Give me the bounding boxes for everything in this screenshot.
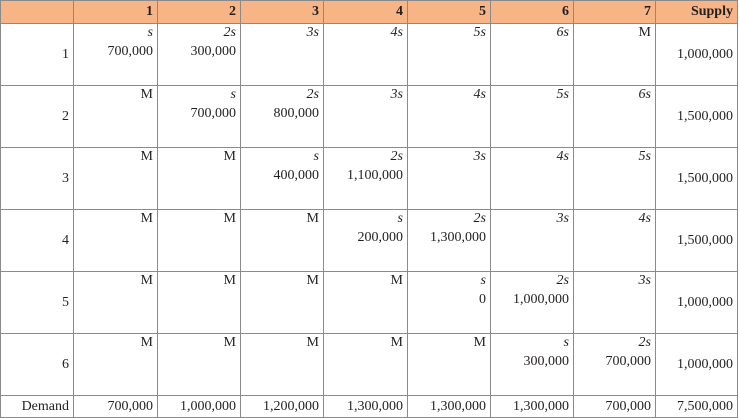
- row-label: 5: [1, 272, 74, 334]
- unit-cost: 2s: [556, 273, 569, 288]
- total-cell: 7,500,000: [656, 396, 738, 418]
- allocation: 700,000: [190, 106, 236, 121]
- allocation: 700,000: [107, 44, 153, 59]
- unit-cost: 6s: [638, 87, 651, 102]
- unit-cost: 5s: [473, 25, 486, 40]
- unit-cost: 3s: [556, 211, 569, 226]
- column-header: 5: [408, 1, 491, 24]
- allocation: 700,000: [605, 354, 651, 369]
- supply-cell: 1,500,000: [656, 210, 738, 272]
- unit-cost: M: [638, 25, 651, 40]
- cost-cell: [491, 24, 574, 86]
- table-row: [1, 24, 738, 86]
- cost-cell: [324, 86, 408, 148]
- demand-row: [1, 396, 738, 418]
- row-label: 1: [1, 24, 74, 86]
- cost-cell: [74, 210, 158, 272]
- cost-cell: [241, 334, 324, 396]
- cost-cell: [158, 210, 241, 272]
- allocation: 1,100,000: [347, 168, 403, 183]
- cost-cell: [408, 210, 491, 272]
- table-row: [1, 86, 738, 148]
- table-footer: [1, 396, 738, 418]
- table-row: [1, 148, 738, 210]
- cost-cell: [408, 272, 491, 334]
- unit-cost: M: [390, 335, 403, 350]
- cost-cell: [324, 24, 408, 86]
- unit-cost: 3s: [473, 149, 486, 164]
- unit-cost: 2s: [390, 149, 403, 164]
- demand-cell: 1,000,000: [158, 396, 241, 418]
- table-header: [1, 1, 738, 24]
- demand-cell: 1,300,000: [324, 396, 408, 418]
- demand-cell: 700,000: [574, 396, 656, 418]
- unit-cost: M: [140, 211, 153, 226]
- cost-cell: [408, 86, 491, 148]
- table-row: [1, 334, 738, 396]
- column-header: 2: [158, 1, 241, 24]
- cost-cell: [574, 272, 656, 334]
- cost-cell: [574, 24, 656, 86]
- cost-cell: [574, 86, 656, 148]
- row-label: 3: [1, 148, 74, 210]
- supply-cell: 1,000,000: [656, 272, 738, 334]
- unit-cost: 4s: [390, 25, 403, 40]
- unit-cost: 4s: [638, 211, 651, 226]
- cost-cell: [408, 148, 491, 210]
- table-body: [1, 24, 738, 396]
- unit-cost: 3s: [390, 87, 403, 102]
- allocation: 1,300,000: [430, 230, 486, 245]
- cost-cell: [491, 334, 574, 396]
- table-row: [1, 272, 738, 334]
- allocation: 800,000: [273, 106, 319, 121]
- cost-cell: [241, 148, 324, 210]
- unit-cost: M: [223, 335, 236, 350]
- cost-cell: [491, 210, 574, 272]
- cost-cell: [491, 148, 574, 210]
- unit-cost: 2s: [638, 335, 651, 350]
- cost-cell: [158, 334, 241, 396]
- cost-cell: [491, 272, 574, 334]
- header-row: [1, 1, 738, 24]
- cost-cell: [324, 272, 408, 334]
- unit-cost: 2s: [473, 211, 486, 226]
- demand-label: Demand: [1, 396, 74, 418]
- unit-cost: M: [306, 335, 319, 350]
- unit-cost: M: [140, 87, 153, 102]
- cost-cell: [241, 86, 324, 148]
- unit-cost: M: [223, 273, 236, 288]
- row-label: 2: [1, 86, 74, 148]
- cost-cell: [158, 272, 241, 334]
- cost-cell: [408, 334, 491, 396]
- corner-cell: [1, 1, 74, 24]
- cost-cell: [324, 334, 408, 396]
- column-header: 7: [574, 1, 656, 24]
- supply-cell: 1,500,000: [656, 86, 738, 148]
- cost-cell: [324, 210, 408, 272]
- unit-cost: s: [230, 87, 236, 102]
- allocation: 400,000: [273, 168, 319, 183]
- cost-cell: [324, 148, 408, 210]
- column-header: 3: [241, 1, 324, 24]
- cost-cell: [241, 272, 324, 334]
- supply-cell: 1,000,000: [656, 334, 738, 396]
- cost-cell: [74, 148, 158, 210]
- cost-cell: [241, 210, 324, 272]
- table-row: [1, 210, 738, 272]
- unit-cost: 4s: [473, 87, 486, 102]
- unit-cost: 4s: [556, 149, 569, 164]
- demand-cell: 700,000: [74, 396, 158, 418]
- column-header: 4: [324, 1, 408, 24]
- unit-cost: 5s: [556, 87, 569, 102]
- unit-cost: M: [140, 335, 153, 350]
- cost-cell: [74, 334, 158, 396]
- supply-cell: 1,000,000: [656, 24, 738, 86]
- cost-cell: [574, 210, 656, 272]
- unit-cost: M: [223, 211, 236, 226]
- allocation: 1,000,000: [513, 292, 569, 307]
- unit-cost: s: [313, 149, 319, 164]
- row-label: 4: [1, 210, 74, 272]
- unit-cost: M: [306, 211, 319, 226]
- unit-cost: 5s: [638, 149, 651, 164]
- cost-cell: [74, 24, 158, 86]
- row-label: 6: [1, 334, 74, 396]
- demand-cell: 1,300,000: [491, 396, 574, 418]
- demand-cell: 1,200,000: [241, 396, 324, 418]
- unit-cost: M: [390, 273, 403, 288]
- unit-cost: M: [306, 273, 319, 288]
- cost-cell: [158, 86, 241, 148]
- unit-cost: M: [140, 149, 153, 164]
- allocation: 0: [479, 292, 486, 307]
- allocation: 300,000: [523, 354, 569, 369]
- unit-cost: s: [397, 211, 403, 226]
- unit-cost: 3s: [306, 25, 319, 40]
- cost-cell: [74, 272, 158, 334]
- unit-cost: M: [140, 273, 153, 288]
- supply-cell: 1,500,000: [656, 148, 738, 210]
- cost-cell: [74, 86, 158, 148]
- column-header: 6: [491, 1, 574, 24]
- demand-cell: 1,300,000: [408, 396, 491, 418]
- unit-cost: s: [563, 335, 569, 350]
- cost-cell: [158, 24, 241, 86]
- cost-cell: [241, 24, 324, 86]
- unit-cost: M: [473, 335, 486, 350]
- supply-header: Supply: [656, 1, 738, 24]
- cost-cell: [574, 334, 656, 396]
- unit-cost: s: [480, 273, 486, 288]
- cost-cell: [408, 24, 491, 86]
- allocation: 200,000: [357, 230, 403, 245]
- unit-cost: 6s: [556, 25, 569, 40]
- column-header: 1: [74, 1, 158, 24]
- unit-cost: 2s: [223, 25, 236, 40]
- unit-cost: 2s: [306, 87, 319, 102]
- cost-cell: [574, 148, 656, 210]
- cost-cell: [158, 148, 241, 210]
- unit-cost: 3s: [638, 273, 651, 288]
- unit-cost: M: [223, 149, 236, 164]
- allocation: 300,000: [190, 44, 236, 59]
- unit-cost: s: [147, 25, 153, 40]
- cost-cell: [491, 86, 574, 148]
